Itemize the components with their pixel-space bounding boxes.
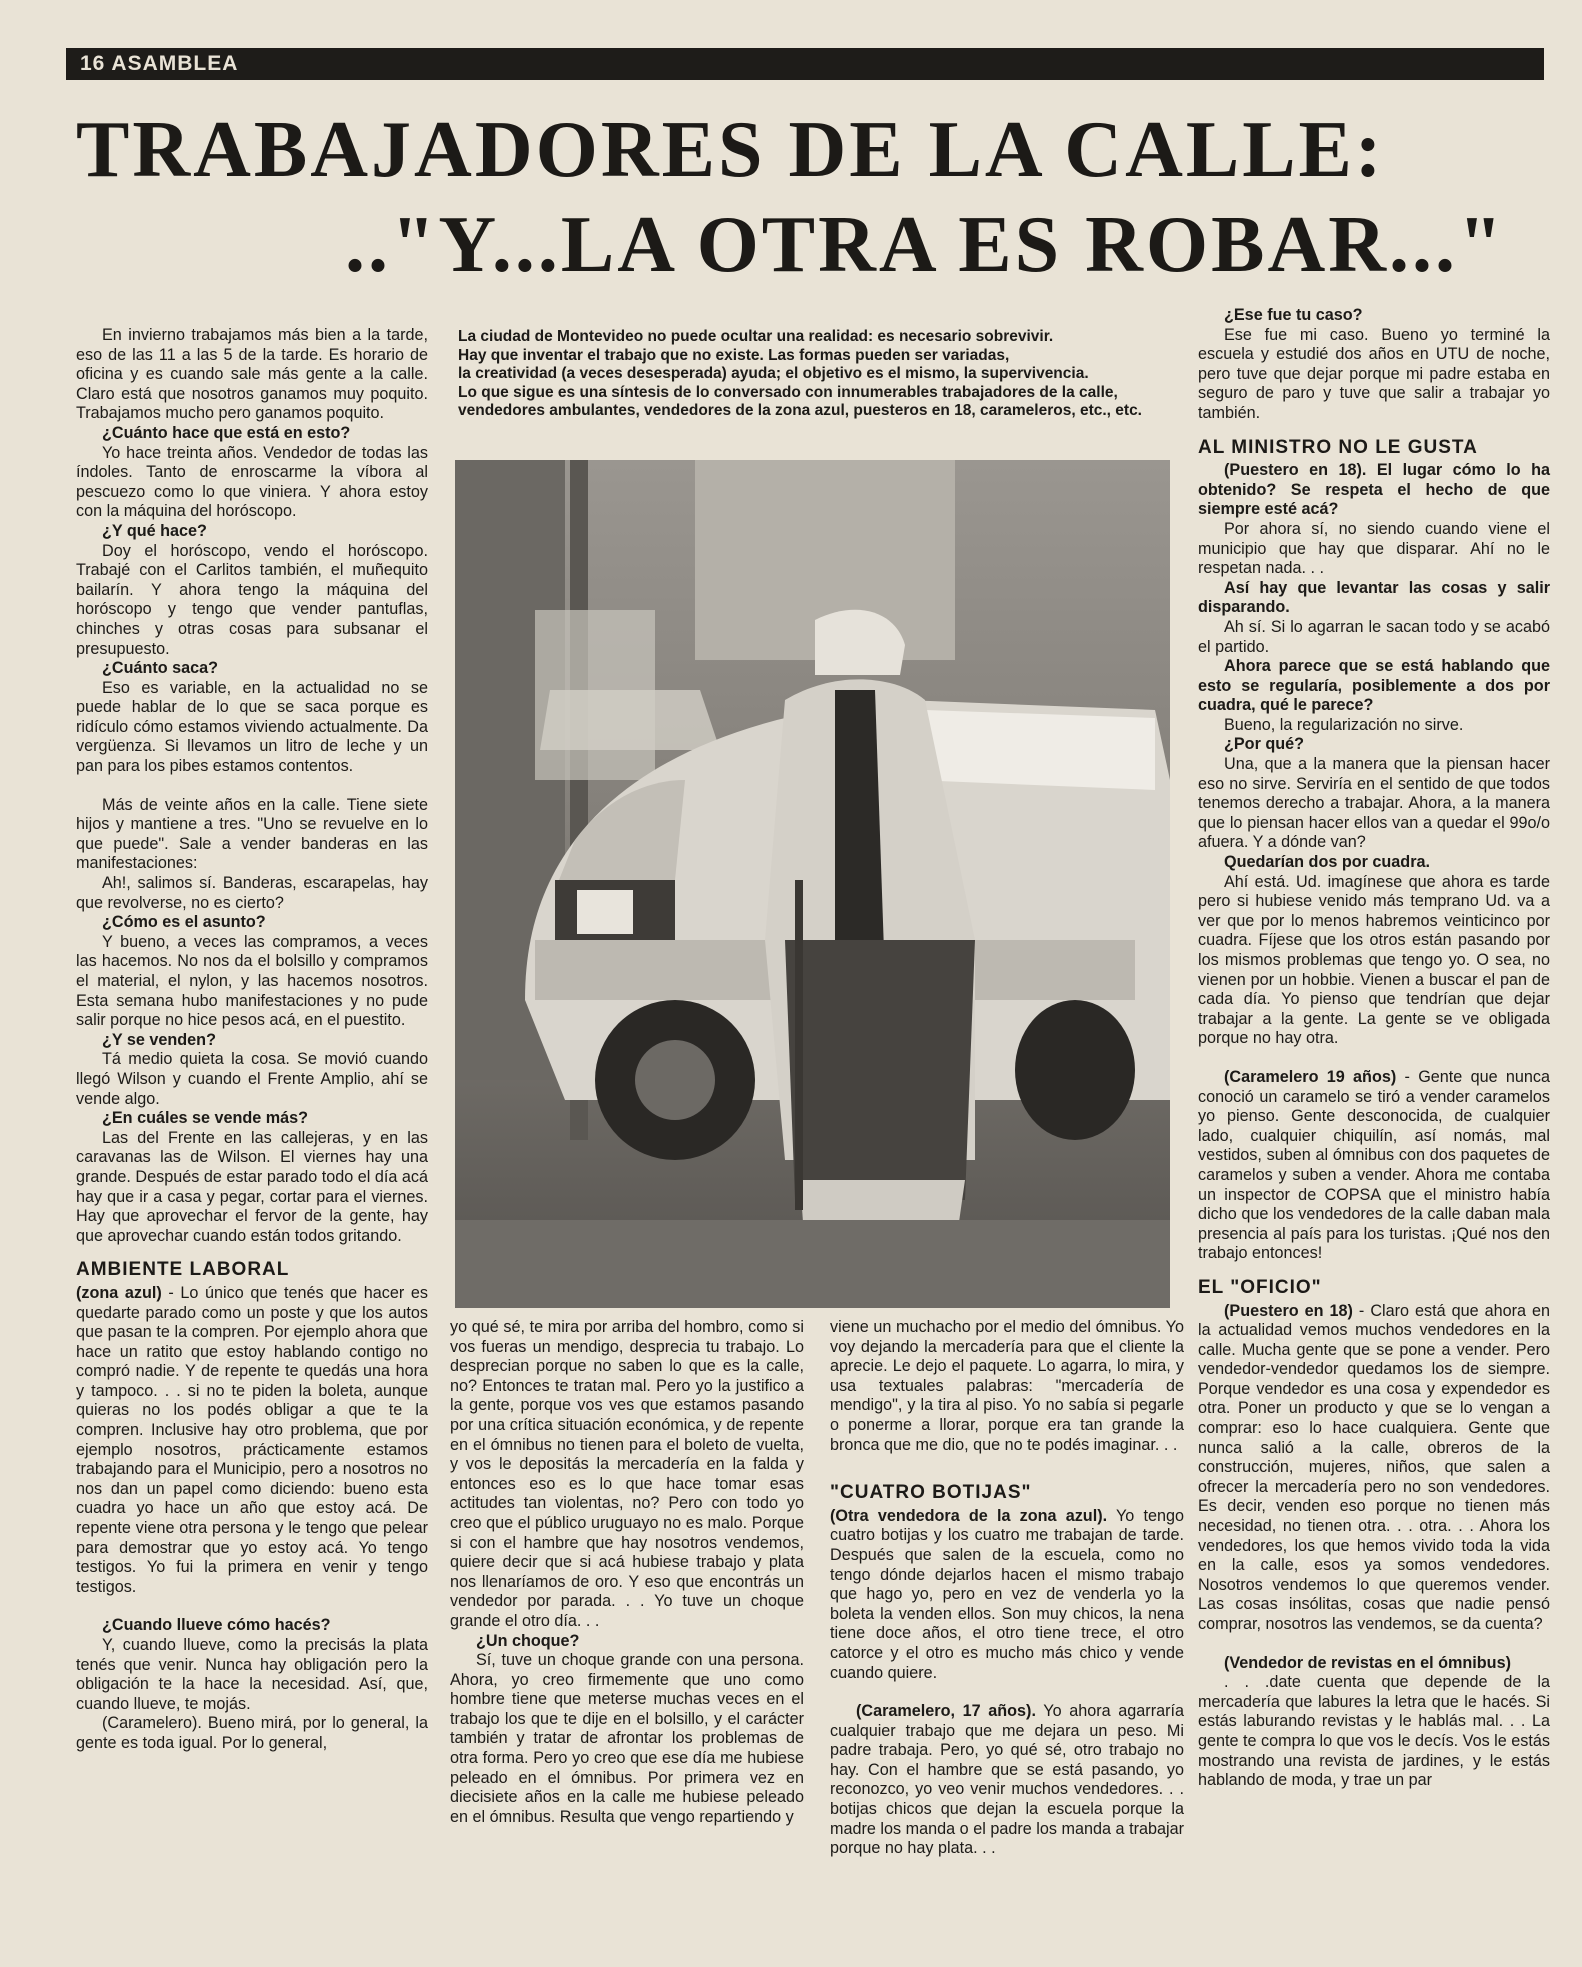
question: ¿Por qué?	[1224, 735, 1305, 754]
question: ¿Y se venden?	[102, 1030, 216, 1049]
paragraph: Yo hace treinta años. Vendedor de todas las índoles. Tanto de enroscarme la víbora al pescuezo como lo que viniera. Y ahora estoy con la máquina del horóscopo.	[76, 443, 428, 521]
question: ¿Cuánto hace que está en esto?	[102, 423, 351, 442]
paragraph-text: Yo ahora agarraría cualquier trabajo que me dejara un peso. Mi padre trabaja. Pero, yo qué sé, otro trabajo no hay. Con el hambre que se está pasando, yo reconozco, yo veo venir muchos vendedores. . . botijas chicos que dejan la escuela porque la madre los manda o el padre los manda a trabajar porque no hay plata. . .	[830, 1702, 1184, 1858]
paragraph-text: - Claro está que ahora en la actualidad vemos muchos vendedores en la calle. Mucha gente que se pone a vender. Pero vendedor-vendedor quedamos los de siempre. Porque vendedor es una cosa y expendedor es otra. Poner un producto y que se lo vengan a comprar: eso lo hace cualquiera. Gente que nunca salió a la calle, obreros de la construcción, mujeres, niños, que salen a ofrecer la mercadería pero no son vendedores. Es decir, venden eso porque no tienen más necesidad, no tienen otra. . . otra. . . Ahora los vendedores, los que hemos vivido toda la vida en la calle, esos ya somos vendedores. Nosotros vendemos lo que queremos vender. Las cosas insólitas, cosas que nadie pensó comprar, nosotros las vendemos, se da cuenta?	[1198, 1301, 1550, 1633]
paragraph: Ah!, salimos sí. Banderas, escarapelas, hay que revolverse, no es cierto?	[76, 874, 428, 912]
question: ¿En cuáles se vende más?	[102, 1109, 309, 1128]
paragraph	[830, 1507, 1184, 1683]
paragraph: viene un muchacho por el medio del ómnibus. Yo voy dejando la mercadería para que el cliente la aprecie. Le dejo el paquete. Lo agarra, lo mira, y usa textuales palabras: "mercadería de mendigo", y la tira al piso. Yo no sabía si pegarle o ponerme a llorar, porque era tan grande la bronca que me dio, que no te podés imaginar. . .	[830, 1318, 1184, 1454]
paragraph: Ese fue mi caso. Bueno yo terminé la escuela y estudié dos años en UTU de noche, pero tuve que dejar porque mi padre estaba en seguro de paro y tuve que salir a trabajar yo también.	[1198, 325, 1550, 422]
question: Quedarían dos por cuadra.	[1224, 853, 1430, 872]
paragraph: Y, cuando llueve, como la precisás la plata tenés que venir. Nunca hay obligación pero la obligación te la hace la necesidad. Así, que, cuando llueve, te mojás.	[76, 1636, 428, 1713]
speaker-tag: (Puestero en 18)	[1224, 1301, 1353, 1320]
speaker-tag: (Caramelero 19 años)	[1224, 1067, 1397, 1086]
section-heading: AMBIENTE LABORAL	[76, 1259, 290, 1281]
intro-paragraph	[458, 328, 1162, 421]
headline-line-1: TRABAJADORES DE LA CALLE:	[76, 106, 1385, 194]
column-2	[450, 1318, 804, 1827]
question: (Puestero en 18). El lugar cómo lo ha obtenido? Se respeta el hecho de que siempre esté acá?	[1198, 461, 1550, 519]
page-header-bar	[66, 48, 1544, 80]
paragraph: Ah sí. Si lo agarran le sacan todo y se acabó el partido.	[1198, 617, 1550, 656]
paragraph	[1198, 1302, 1550, 1635]
paragraph-text: Yo tengo cuatro botijas y los cuatro me trabajan de tarde. Después que salen de la escuela, como no tengo dónde dejarlos hacen el mismo trabajo que hago yo, pero en vez de venderla yo la boleta la venden ellos. Son muy chicos, la nena tiene doce años, el otro tiene trece, el otro catorce y el otro es mucho más chico y vende cuando quiere.	[830, 1506, 1184, 1682]
question: Así hay que levantar las cosas y salir disparando.	[1198, 578, 1550, 617]
headline-line-2: .."Y...LA OTRA ES ROBAR..."	[345, 201, 1506, 289]
question: ¿Cuánto saca?	[102, 659, 219, 678]
paragraph-text: - Lo único que tenés que hacer es quedarte parado como un poste y que los autos que pasan te la compren. Por ejemplo ahora que hace un ratito que estoy hablando contigo no compró nadie. Y de repente te quedás una hora y tampoco. . . si no te piden la boleta, aunque quieras no los podés obligar a que te la compren. Inclusive hay otro problema, que por ejemplo nosotros, prácticamente estamos trabajando para el Municipio, pero a nosotros no nos dan un papel como diciendo: bueno esta cuadra yo hace un año que estoy acá. De repente viene otra persona y le tengo que pelear para demostrar que yo estoy acá. Yo tengo testigos. Yo fui la primera en venir y tengo testigos.	[76, 1283, 429, 1596]
paragraph: (Caramelero). Bueno mirá, por lo general, la gente es toda igual. Por lo general,	[76, 1714, 428, 1752]
intro-line: La ciudad de Montevideo no puede ocultar una realidad: es necesario sobrevivir.	[458, 328, 1054, 345]
section-heading: EL "OFICIO"	[1198, 1276, 1322, 1298]
question: Ahora parece que se está hablando que esto se regularía, posiblemente a dos por cuadra, qué le parece?	[1198, 657, 1550, 715]
speaker-tag: (Caramelero, 17 años).	[856, 1702, 1036, 1721]
paragraph	[1198, 1068, 1550, 1264]
intro-line: Lo que sigue es una síntesis de lo conversado con innumerables trabajadores de la calle, vendedores ambulantes, vendedores de la zona azul, puesteros en 18, carameleros, etc., etc.	[458, 383, 1142, 419]
paragraph: Ahí está. Ud. imagínese que ahora es tarde pero si hubiese venido más temprano Ud. va a ver que por lo menos habremos veinticinco por cuadra. Fíjese que los otros están pasando por los mismos problemas que tengo yo. O sea, no vienen por un hobbie. Vienen a buscar el pan de cada día. Yo pienso que tendrían que dejar trabajar a la gente. La gente se ve obligada porque no hay otra.	[1198, 872, 1550, 1048]
paragraph: Tá medio quieta la cosa. Se movió cuando llegó Wilson y cuando el Frente Amplio, ahí se vende algo.	[76, 1050, 428, 1108]
section-heading: "CUATRO BOTIJAS"	[830, 1482, 1032, 1504]
paragraph-text: - Gente que nunca conoció un caramelo se tiró a vender caramelos yo pienso. Gente desconocida, de cualquier lado, cualquier chiquilín, así nomás, mal vestidos, suben al ómnibus con dos paquetes de caramelos y suben a vender. Ahora me contaba un inspector de COPSA que el ministro había dicho que los vendedores de la calle daban mala presencia al país para los turistas. ¡Qué nos den trabajo entonces!	[1198, 1067, 1550, 1263]
paragraph: Y bueno, a veces las compramos, a veces las hacemos. No nos da el bolsillo y compramos el material, el nylon, y las hacemos nosotros. Esta semana hubo manifestaciones y no pude salir porque no hice pesos acá, en el puestito.	[76, 932, 428, 1030]
paragraph: Por ahora sí, no siendo cuando viene el municipio que hay que disparar. Ahí no le respetan nada. . .	[1198, 519, 1550, 578]
paragraph	[76, 1284, 428, 1598]
paragraph: Una, que a la manera que la piensan hacer eso no sirve. Serviría en el sentido de que todos tenemos derecho a trabajar. Ahora, a la manera que lo piensan hacer ellos van a quedar el 99o/o afuera. Y a dónde van?	[1198, 755, 1550, 852]
intro-line: la creatividad (a veces desesperada) ayuda; el objetivo es el mismo, la supervivencia.	[458, 365, 1089, 382]
column-3	[830, 1318, 1184, 1859]
paragraph: En invierno trabajamos más bien a la tarde, eso de las 11 a las 5 de la tarde. Es horario de oficina y es cuando sale más gente a la calle. Claro está que nosotros ganamos muy poquito. Trabajamos mucho pero ganamos poquito.	[76, 326, 428, 423]
paragraph: yo qué sé, te mira por arriba del hombro, como si vos fueras un mendigo, desprecia tu trabajo. Lo desprecian porque no saben lo que es la calle, no? Entonces te tratan mal. Pero yo la justifico a la gente, porque vos ves que estamos pasando por una crítica situación económica, y de repente en el ómnibus no tienen para el boleto de vuelta, y vos le depositás la mercadería en la falda y entonces eso es lo que hace tomar esas actitudes tan violentas, no? Pero con todo yo creo que el público uruguayo no es malo. Porque si con el hambre que hay nosotros vendemos, quiere decir que si acá hubiese trabajo y plata nos llenaríamos de oro. Y eso que encontrás un vendedor por parada. . . Yo tuve un choque grande el otro día. . .	[450, 1318, 804, 1630]
paragraph	[830, 1702, 1184, 1859]
paragraph: Doy el horóscopo, vendo el horóscopo. Trabajé con el Carlitos también, el muñequito bailarín. Y ahora tengo la máquina del horóscopo y tengo que vender pantuflas, chinches y otras cosas para subsanar el presupuesto.	[76, 541, 428, 658]
intro-line: Hay que inventar el trabajo que no existe. Las formas pueden ser variadas,	[458, 346, 1010, 364]
question: (Vendedor de revistas en el ómnibus)	[1224, 1653, 1511, 1672]
question: ¿Y qué hace?	[102, 521, 207, 540]
question: ¿Un choque?	[476, 1631, 580, 1650]
paragraph: Sí, tuve un choque grande con una persona. Ahora, yo creo firmemente que uno como hombre tiene que meterse muchas veces en el trabajo los que te dije en el bolsillo, y el carácter también y tratar de afrontar los problemas de otra forma. Pero yo creo que ese día me hubiese peleado en el ómnibus. Por primera vez en diecisiete años en la calle me hubiese peleado en el ómnibus. Resulta que vengo repartiendo y	[450, 1651, 804, 1826]
speaker-tag: (zona azul)	[76, 1283, 162, 1302]
column-4	[1198, 306, 1550, 1791]
paragraph: Eso es variable, en la actualidad no se puede hablar de lo que se saca porque es ridículo cómo estamos viviendo actualmente. Da vergüenza. Si llevamos un litro de leche y un pan para los pibes estamos contentos.	[76, 678, 428, 776]
paragraph: Las del Frente en las callejeras, y en las caravanas las de Wilson. El viernes hay una grande. Después de estar parado todo el día acá hay que ir a casa y pegar, cortar para el viernes. Hay que aprovechar el fervor de la gente, hay que aprovechar cuando están todos gritando.	[76, 1128, 428, 1245]
paragraph: Más de veinte años en la calle. Tiene siete hijos y mantiene a tres. "Uno se revuelve en lo que puede". Sale a vender banderas en las manifestaciones:	[76, 795, 428, 873]
street-vendor-photo	[455, 460, 1170, 1308]
question: ¿Ese fue tu caso?	[1224, 306, 1363, 324]
question: ¿Cuando llueve cómo hacés?	[102, 1616, 331, 1635]
question: ¿Cómo es el asunto?	[102, 913, 266, 932]
section-heading: AL MINISTRO NO LE GUSTA	[1198, 436, 1478, 458]
paragraph: Bueno, la regularización no sirve.	[1224, 715, 1464, 734]
paragraph: . . .date cuenta que depende de la mercadería que labures la letra que le hacés. Si estás laburando revistas y le hablás mal. . . La gente te compra lo que vos le decís. Vos le estás mostrando una revista de jardines, y le estás hablando de moda, y trae un par	[1198, 1673, 1550, 1790]
page-number-section: 16 ASAMBLEA	[80, 52, 239, 75]
speaker-tag: (Otra vendedora de la zona azul).	[830, 1506, 1108, 1525]
column-1	[76, 326, 428, 1754]
